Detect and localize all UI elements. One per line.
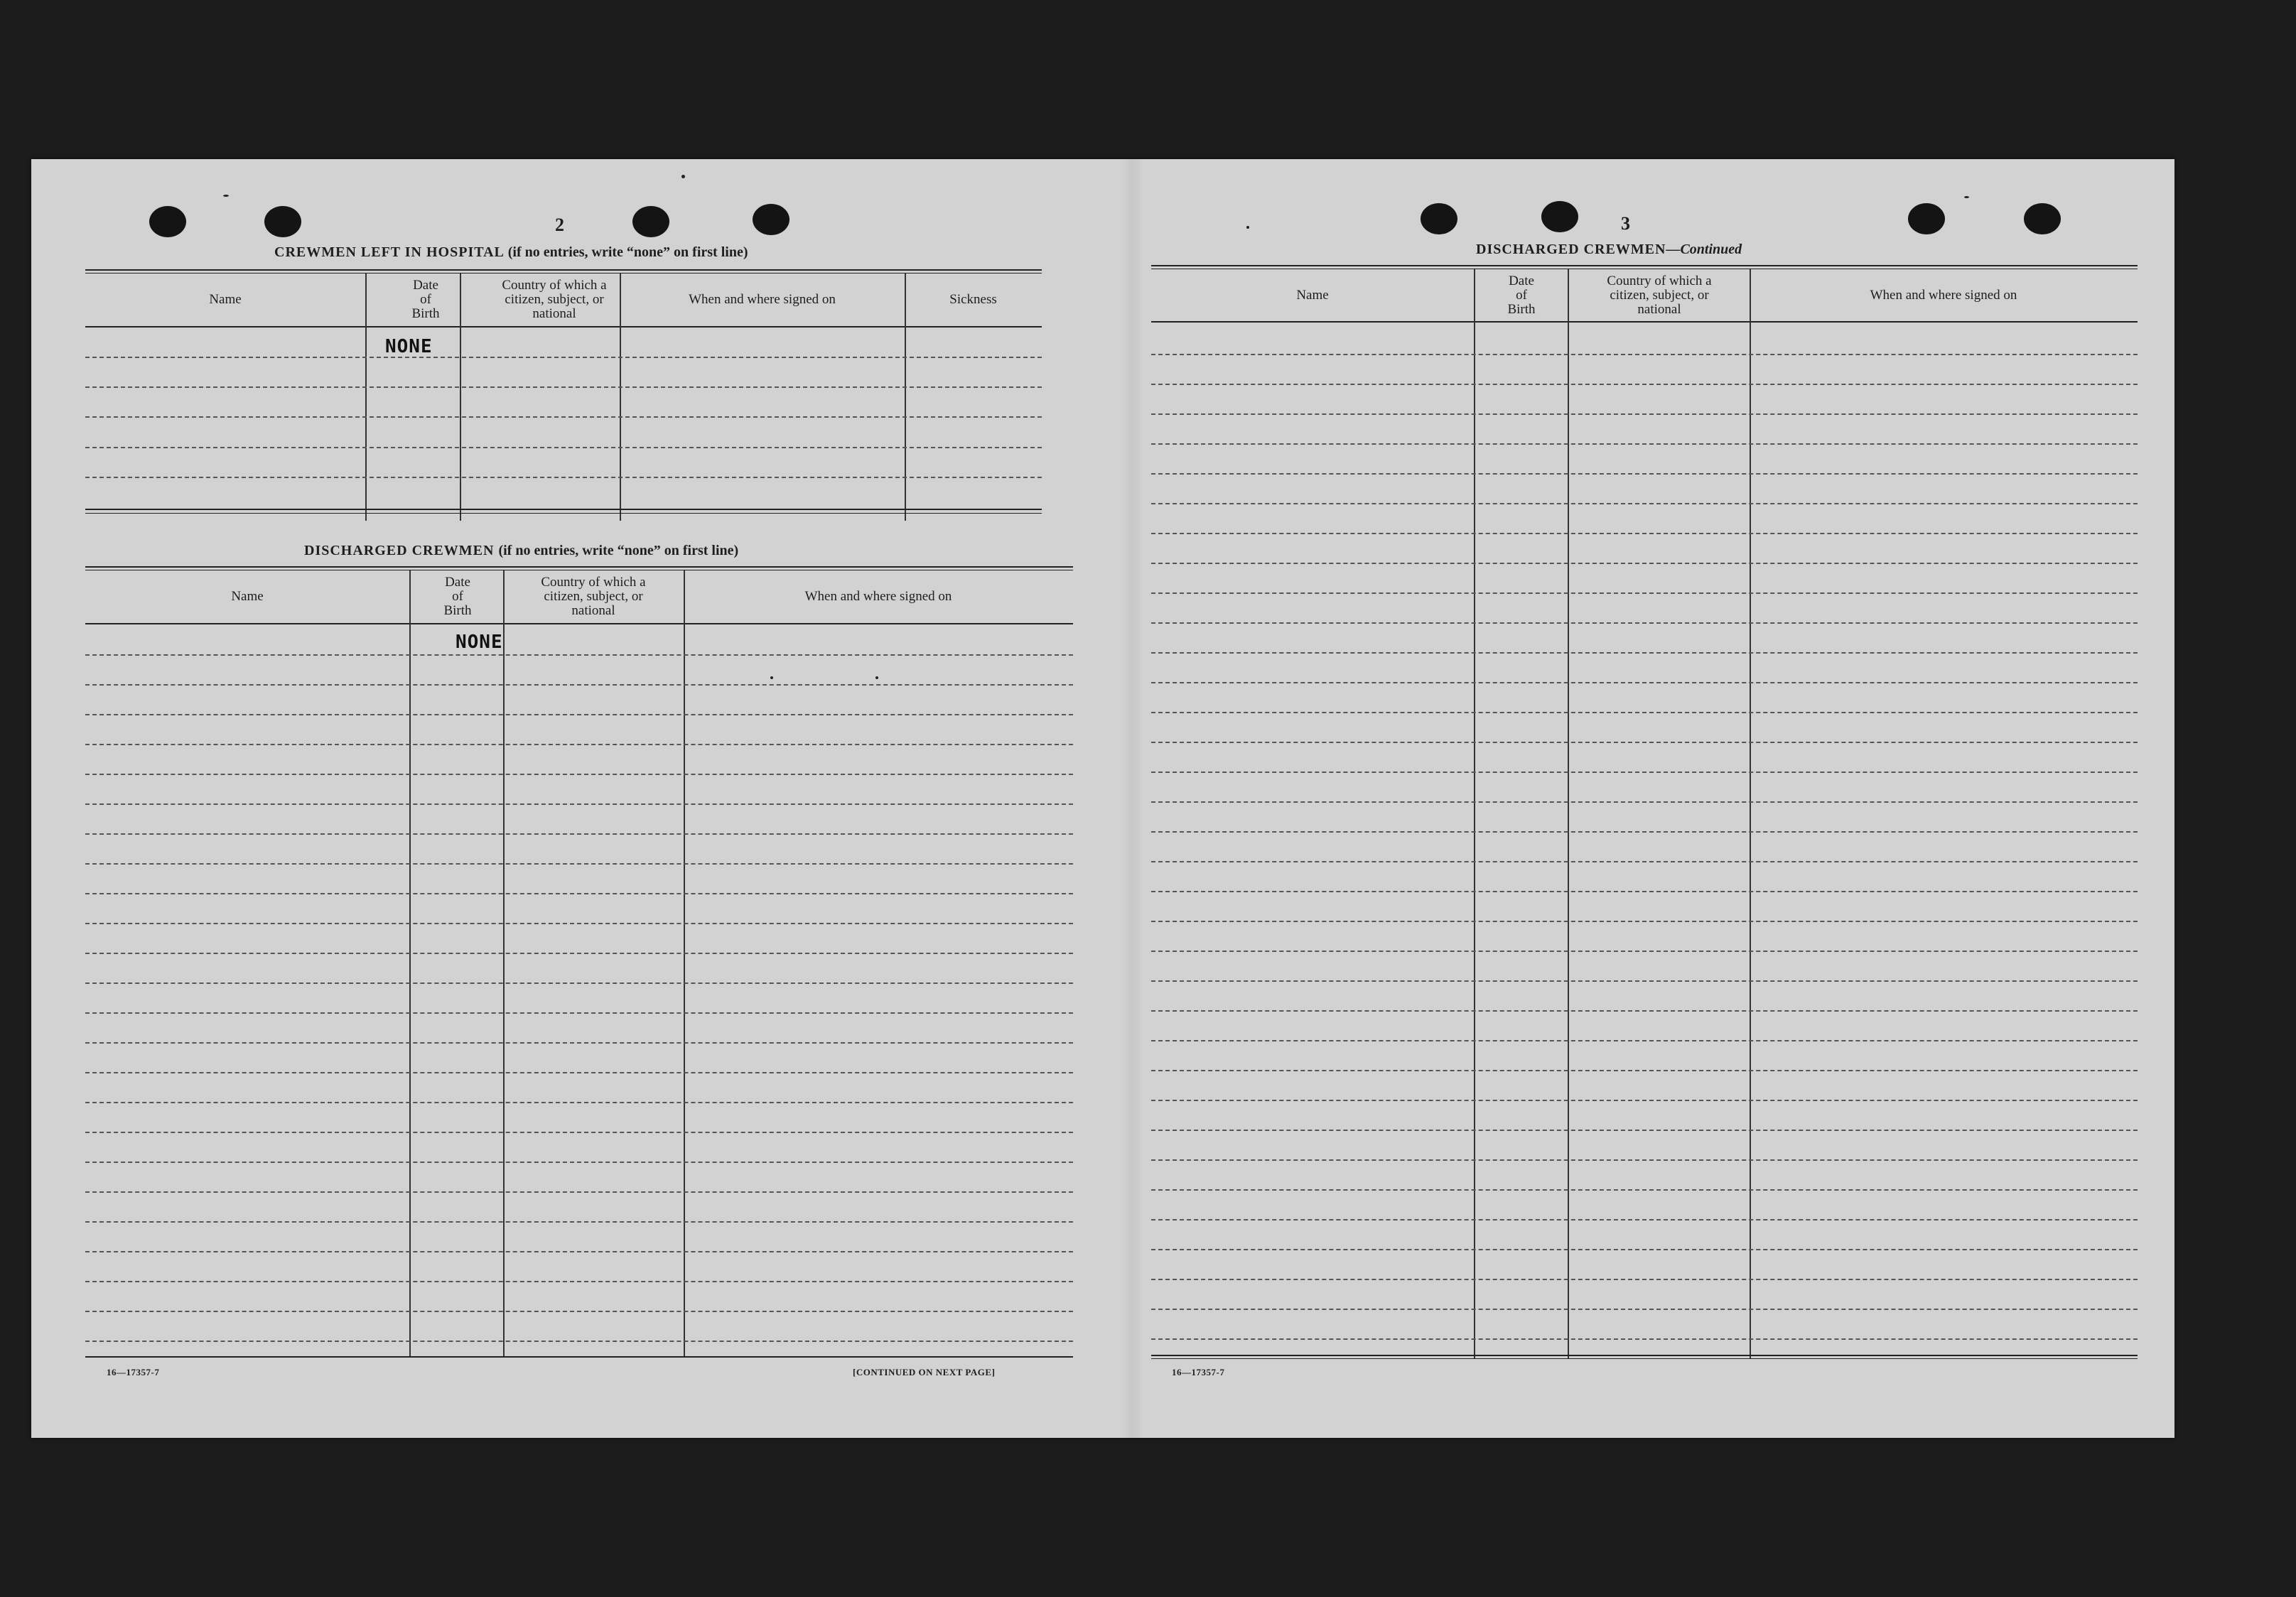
form-number-left: 16—17357-7 (107, 1367, 160, 1377)
table-bottom-rule (1151, 1355, 2138, 1356)
column-divider (460, 274, 461, 521)
entry-line (85, 1042, 1073, 1044)
continued-note: [CONTINUED ON NEXT PAGE] (853, 1367, 996, 1377)
punch-hole (1908, 203, 1945, 234)
entry-line (1151, 473, 2138, 475)
punch-hole (632, 206, 669, 237)
entry-line (1151, 652, 2138, 654)
discharged-none-entry: NONE (456, 632, 503, 653)
col-name-header: Name (1296, 287, 1329, 303)
entry-line (1151, 682, 2138, 683)
scan-speck (223, 195, 229, 197)
continued-title-text: DISCHARGED CREWMEN (1476, 242, 1666, 257)
entry-line (85, 803, 1073, 805)
punch-hole (149, 206, 186, 237)
entry-line (85, 982, 1073, 984)
table-bottom-rule (85, 513, 1042, 514)
entry-line (1151, 951, 2138, 952)
col-country-header: Country of which a citizen, subject, or national (1607, 273, 1712, 317)
entry-line (1151, 772, 2138, 773)
entry-line (85, 863, 1073, 865)
header-rule (85, 623, 1073, 624)
entry-line (1151, 891, 2138, 892)
entry-line (85, 1311, 1073, 1312)
column-divider (503, 570, 505, 1358)
entry-line (1151, 861, 2138, 862)
discharged-table-right (1151, 265, 2138, 1359)
entry-line (1151, 354, 2138, 355)
entry-line (1151, 712, 2138, 713)
entry-line (1151, 1279, 2138, 1280)
entry-line (85, 386, 1042, 388)
punch-hole (1541, 201, 1578, 232)
punch-hole (1421, 203, 1457, 234)
continued-suffix: —Continued (1666, 242, 1742, 257)
entry-line (85, 477, 1042, 478)
punch-hole (264, 206, 301, 237)
entry-line (1151, 980, 2138, 982)
entry-line (1151, 563, 2138, 564)
column-divider (1568, 269, 1569, 1359)
entry-line (1151, 921, 2138, 922)
continued-section-title (1476, 242, 1742, 258)
discharged-title-text: DISCHARGED CREWMEN (304, 543, 495, 558)
header-rule (1151, 321, 2138, 323)
column-divider (409, 570, 411, 1358)
entry-line (85, 714, 1073, 715)
entry-line (85, 923, 1073, 924)
entry-line (1151, 384, 2138, 385)
entry-line (1151, 503, 2138, 504)
page-number-right: 3 (1621, 213, 1630, 234)
entry-line (1151, 1249, 2138, 1250)
table-bottom-rule (85, 1356, 1073, 1358)
entry-line (1151, 742, 2138, 743)
col-signed-on-header: When and where signed on (1870, 287, 2017, 303)
col-sickness-header: Sickness (949, 292, 997, 307)
entry-line (85, 1102, 1073, 1103)
entry-line (85, 953, 1073, 954)
entry-line (85, 744, 1073, 745)
col-dob-header: Date of Birth (411, 278, 440, 321)
discharged-instruction: (if no entries, write “none” on first line) (498, 543, 739, 558)
document-spread (31, 159, 2174, 1438)
scan-speck (770, 676, 773, 679)
entry-line (1151, 801, 2138, 803)
entry-line (1151, 1189, 2138, 1191)
entry-line (85, 416, 1042, 418)
entry-line (1151, 1309, 2138, 1310)
entry-line (85, 357, 1042, 358)
discharged-table-left (85, 566, 1073, 1362)
scan-speck (1964, 196, 1969, 198)
col-country-header: Country of which a citizen, subject, or national (541, 575, 646, 618)
entry-line (1151, 622, 2138, 624)
column-divider (1474, 269, 1475, 1359)
entry-line (85, 1341, 1073, 1342)
entry-line (85, 1251, 1073, 1252)
col-dob-header: Date of Birth (443, 575, 472, 618)
hospital-title-text: CREWMEN LEFT IN HOSPITAL (274, 244, 504, 260)
entry-line (1151, 1040, 2138, 1041)
col-name-header: Name (231, 589, 264, 604)
entry-line (1151, 1070, 2138, 1071)
entry-line (1151, 1159, 2138, 1161)
entry-line (85, 654, 1073, 656)
scan-speck (875, 676, 878, 679)
hospital-section-title (274, 244, 748, 261)
entry-line (85, 1012, 1073, 1014)
page-fold (1122, 159, 1143, 1438)
form-number-right: 16—17357-7 (1172, 1367, 1225, 1377)
scan-speck (1246, 226, 1249, 229)
entry-line (1151, 1338, 2138, 1340)
entry-line (85, 684, 1073, 686)
entry-line (85, 1132, 1073, 1133)
col-name-header: Name (209, 292, 242, 307)
entry-line (1151, 1130, 2138, 1131)
entry-line (1151, 533, 2138, 534)
col-country-header: Country of which a citizen, subject, or national (502, 278, 607, 321)
entry-line (85, 1191, 1073, 1193)
column-divider (365, 274, 367, 521)
hospital-none-entry: NONE (385, 336, 433, 357)
entry-line (1151, 443, 2138, 445)
entry-line (1151, 413, 2138, 415)
entry-line (85, 774, 1073, 775)
col-signed-on-header: When and where signed on (804, 589, 952, 604)
scan-speck (681, 175, 685, 178)
entry-line (1151, 1010, 2138, 1012)
entry-line (1151, 592, 2138, 594)
hospital-instruction: (if no entries, write “none” on first line) (507, 244, 748, 260)
entry-line (1151, 831, 2138, 833)
entry-line (1151, 1100, 2138, 1101)
entry-line (85, 1072, 1073, 1073)
entry-line (85, 833, 1073, 835)
punch-hole (753, 204, 789, 235)
column-divider (684, 570, 685, 1358)
entry-line (85, 1221, 1073, 1223)
page-number-left: 2 (555, 215, 564, 235)
entry-line (85, 447, 1042, 448)
discharged-section-title (304, 543, 738, 559)
entry-line (85, 1162, 1073, 1163)
column-divider (1750, 269, 1751, 1359)
entry-line (85, 1281, 1073, 1282)
punch-hole (2024, 203, 2061, 234)
entry-line (85, 893, 1073, 894)
table-bottom-rule (85, 509, 1042, 510)
col-dob-header: Date of Birth (1507, 273, 1536, 317)
header-rule (85, 326, 1042, 327)
col-signed-on-header: When and where signed on (689, 292, 836, 307)
hospital-table (85, 269, 1042, 521)
table-bottom-rule (1151, 1358, 2138, 1359)
entry-line (1151, 1219, 2138, 1220)
